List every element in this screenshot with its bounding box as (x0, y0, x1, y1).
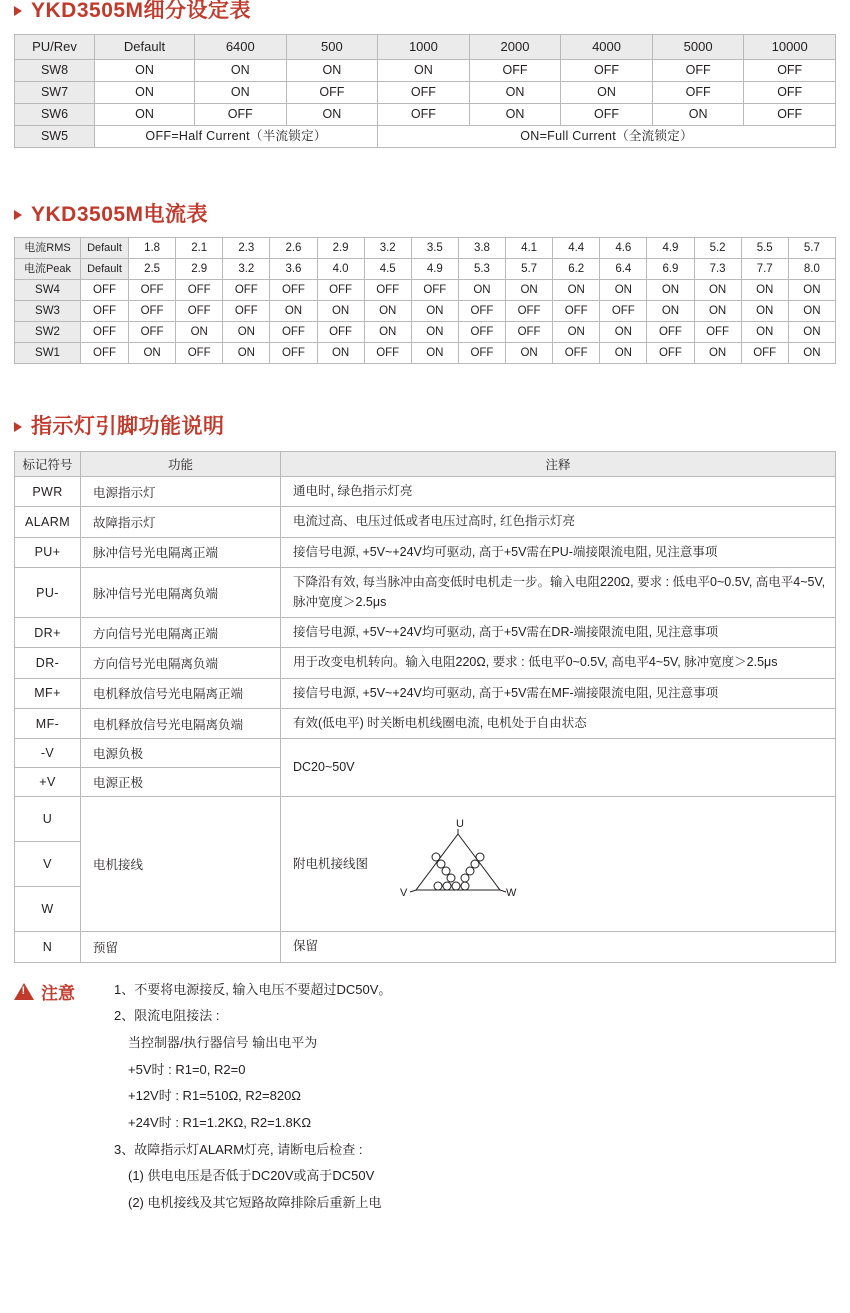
table-cell: 5.2 (694, 238, 741, 259)
table-cell: 5.5 (741, 238, 788, 259)
table-cell: ON (788, 322, 835, 343)
pin-symbol: -V (15, 739, 81, 768)
table-header-cell: 4000 (561, 35, 653, 60)
table-cell: ON (411, 322, 458, 343)
row-label: 电流Peak (15, 259, 81, 280)
table-cell: ON (364, 301, 411, 322)
table-cell: ON (195, 60, 287, 82)
table-cell: ON (553, 322, 600, 343)
table-cell: OFF (561, 60, 653, 82)
pin-function: 电机释放信号光电隔离负端 (81, 709, 281, 739)
pin-symbol: PU- (15, 568, 81, 618)
pin-note: 用于改变电机转向。输入电阻220Ω, 要求 : 低电平0~0.5V, 高电平4~5V, 脉冲宽度＞2.5μs (281, 648, 836, 678)
pin-symbol: W (15, 887, 81, 932)
table-cell: ON (600, 343, 647, 364)
pin-symbol: +V (15, 768, 81, 797)
table-cell: 5.3 (458, 259, 505, 280)
table-cell: OFF (286, 82, 378, 104)
table-cell: OFF (223, 301, 270, 322)
table-cell: OFF (600, 301, 647, 322)
table-cell: OFF (506, 301, 553, 322)
table-cell: ON (741, 322, 788, 343)
table-cell: OFF (741, 343, 788, 364)
pin-function: 故障指示灯 (81, 507, 281, 537)
pin-function: 脉冲信号光电隔离正端 (81, 537, 281, 567)
pin-note: 电流过高、电压过低或者电压过高时, 红色指示灯亮 (281, 507, 836, 537)
table-header-cell: 5000 (652, 35, 744, 60)
table-cell: 6.9 (647, 259, 694, 280)
table-cell: ON (647, 280, 694, 301)
row-label: SW7 (15, 82, 95, 104)
row-label: SW4 (15, 280, 81, 301)
table-cell: ON (561, 82, 653, 104)
table-cell: 3.2 (223, 259, 270, 280)
table-cell: ON (195, 82, 287, 104)
pin-symbol: N (15, 932, 81, 962)
table-row (15, 537, 836, 567)
table-cell: ON (223, 322, 270, 343)
table-row (15, 126, 836, 148)
table-cell: OFF (81, 280, 129, 301)
table-cell: OFF (647, 343, 694, 364)
table-row (15, 477, 836, 507)
table-cell: ON (469, 104, 561, 126)
svg-text:V: V (400, 887, 408, 900)
table-cell: ON (270, 301, 317, 322)
pin-function: 脉冲信号光电隔离负端 (81, 568, 281, 618)
pin-note: 下降沿有效, 每当脉冲由高变低时电机走一步。输入电阻220Ω, 要求 : 低电平0~0.5V, 高电平4~5V, 脉冲宽度＞2.5μs (281, 568, 836, 618)
table-header-cell: Default (95, 35, 195, 60)
notice-line: (2) 电机接线及其它短路故障排除后重新上电 (128, 1194, 382, 1210)
table-header-cell: 功能 (81, 452, 281, 477)
row-label: SW2 (15, 322, 81, 343)
table-cell: OFF (364, 343, 411, 364)
table-cell: ON (741, 301, 788, 322)
table-cell: OFF (81, 343, 129, 364)
pin-note: DC20~50V (281, 739, 836, 797)
table-cell: OFF (270, 322, 317, 343)
table-cell: ON (286, 60, 378, 82)
table-cell: 1.8 (129, 238, 176, 259)
table-row (15, 507, 836, 537)
table-cell: ON (647, 301, 694, 322)
table-cell: 4.5 (364, 259, 411, 280)
table-cell: ON (600, 280, 647, 301)
table-cell: ON (600, 322, 647, 343)
pin-function: 方向信号光电隔离正端 (81, 617, 281, 647)
table-cell: ON (286, 104, 378, 126)
table-header-row (15, 452, 836, 477)
table-cell: ON (506, 343, 553, 364)
table-row (15, 259, 836, 280)
table-row (15, 322, 836, 343)
table-row (15, 280, 836, 301)
table-cell: ON (223, 343, 270, 364)
notice-title: 注意 (41, 983, 75, 1003)
row-label: SW3 (15, 301, 81, 322)
table-row (15, 568, 836, 618)
table-cell: 2.3 (223, 238, 270, 259)
table-cell: OFF (317, 322, 364, 343)
table-cell: ON (411, 343, 458, 364)
section-title: YKD3505M电流表 (31, 203, 209, 226)
table-header-cell: 标记符号 (15, 452, 81, 477)
table-cell: OFF (458, 322, 505, 343)
table-header-cell: 1000 (378, 35, 470, 60)
table-cell: 5.7 (788, 238, 835, 259)
table-cell: OFF (469, 60, 561, 82)
table-cell: OFF (223, 280, 270, 301)
section-heading-subdivision (14, 0, 836, 21)
table-cell: OFF (694, 322, 741, 343)
table-cell: 4.9 (411, 259, 458, 280)
pin-function: 电机释放信号光电隔离正端 (81, 678, 281, 708)
subdivision-table (14, 34, 836, 148)
table-cell: 2.6 (270, 238, 317, 259)
notice-line: 当控制器/执行器信号 输出电平为 (128, 1035, 318, 1051)
table-cell: OFF (195, 104, 287, 126)
section-title: YKD3505M细分设定表 (31, 0, 252, 22)
table-cell: 4.6 (600, 238, 647, 259)
notice-line: (1) 供电电压是否低于DC20V或高于DC50V (128, 1168, 375, 1184)
table-cell: ON (469, 82, 561, 104)
table-cell: ON (95, 60, 195, 82)
table-cell: 4.1 (506, 238, 553, 259)
table-cell: OFF (652, 82, 744, 104)
full-current-note: ON=Full Current（全流锁定） (378, 126, 836, 148)
table-row (15, 60, 836, 82)
table-row (15, 648, 836, 678)
table-row (15, 35, 836, 60)
table-cell: 3.8 (458, 238, 505, 259)
table-row (15, 739, 836, 768)
table-cell: OFF (317, 280, 364, 301)
pin-note: 有效(低电平) 时关断电机线圈电流, 电机处于自由状态 (281, 709, 836, 739)
table-cell: OFF (744, 104, 836, 126)
pin-function: 电源指示灯 (81, 477, 281, 507)
pin-function: 电源负极 (81, 739, 281, 768)
table-cell: ON (788, 301, 835, 322)
table-cell: OFF (647, 322, 694, 343)
table-cell: OFF (458, 343, 505, 364)
table-cell: OFF (378, 82, 470, 104)
half-current-note: OFF=Half Current（半流锁定） (95, 126, 378, 148)
row-label: 电流RMS (15, 238, 81, 259)
table-cell: ON (378, 60, 470, 82)
table-cell: ON (694, 343, 741, 364)
pin-note: 保留 (281, 932, 836, 962)
table-cell: 4.0 (317, 259, 364, 280)
table-header-cell: PU/Rev (15, 35, 95, 60)
table-row (15, 343, 836, 364)
notice-line: +24V时 : R1=1.2KΩ, R2=1.8KΩ (128, 1114, 312, 1130)
table-cell: 3.2 (364, 238, 411, 259)
table-cell: ON (411, 301, 458, 322)
warning-triangle-icon (14, 983, 34, 1000)
pin-note: 接信号电源, +5V~+24V均可驱动, 高于+5V需在DR-端接限流电阻, 见注意事项 (281, 617, 836, 647)
table-cell: ON (95, 104, 195, 126)
notice-line: 2、限流电阻接法 : (114, 1008, 220, 1024)
notice-lines (114, 977, 391, 1217)
notice-line: +12V时 : R1=510Ω, R2=820Ω (128, 1088, 302, 1104)
table-cell: ON (694, 280, 741, 301)
table-cell: 5.7 (506, 259, 553, 280)
table-cell: 2.1 (176, 238, 223, 259)
notice-heading (14, 977, 114, 1004)
table-cell: 3.5 (411, 238, 458, 259)
table-cell: 4.4 (553, 238, 600, 259)
motor-wiring-label: 附电机接线图 (293, 856, 369, 871)
table-cell: ON (741, 280, 788, 301)
pin-note: 接信号电源, +5V~+24V均可驱动, 高于+5V需在MF-端接限流电阻, 见注意事项 (281, 678, 836, 708)
table-header-cell: 2000 (469, 35, 561, 60)
table-cell: OFF (176, 280, 223, 301)
notice-line: 1、不要将电源接反, 输入电压不要超过DC50V。 (114, 981, 392, 997)
pin-note: 接信号电源, +5V~+24V均可驱动, 高于+5V需在PU-端接限流电阻, 见注意事项 (281, 537, 836, 567)
table-header-cell: 6400 (195, 35, 287, 60)
table-cell: ON (364, 322, 411, 343)
table-cell: OFF (378, 104, 470, 126)
table-cell: 6.2 (553, 259, 600, 280)
table-cell: OFF (129, 322, 176, 343)
table-cell: ON (458, 280, 505, 301)
triangle-bullet-icon (14, 6, 22, 16)
pin-symbol: U (15, 797, 81, 842)
current-table (14, 237, 836, 364)
pin-symbol: PU+ (15, 537, 81, 567)
table-cell: ON (95, 82, 195, 104)
table-cell: OFF (129, 280, 176, 301)
notice-line: 3、故障指示灯ALARM灯亮, 请断电后检查 : (114, 1141, 363, 1157)
section-title: 指示灯引脚功能说明 (31, 415, 225, 438)
triangle-bullet-icon (14, 422, 22, 432)
table-cell: Default (81, 259, 129, 280)
notice-line: +5V时 : R1=0, R2=0 (128, 1061, 246, 1077)
table-row (15, 617, 836, 647)
pin-symbol: PWR (15, 477, 81, 507)
table-cell: ON (317, 343, 364, 364)
table-cell: ON (129, 343, 176, 364)
table-cell: OFF (506, 322, 553, 343)
pin-symbol: V (15, 842, 81, 887)
table-cell: 3.6 (270, 259, 317, 280)
row-label: SW6 (15, 104, 95, 126)
pin-symbol: ALARM (15, 507, 81, 537)
table-cell: OFF (129, 301, 176, 322)
table-cell: OFF (81, 301, 129, 322)
table-header-cell: 注释 (281, 452, 836, 477)
table-cell: Default (81, 238, 129, 259)
table-cell: 6.4 (600, 259, 647, 280)
row-label: SW1 (15, 343, 81, 364)
section-heading-current (14, 204, 836, 225)
table-cell: ON (506, 280, 553, 301)
table-cell: 7.7 (741, 259, 788, 280)
table-cell: 2.9 (317, 238, 364, 259)
table-cell: OFF (458, 301, 505, 322)
pin-function-table (14, 451, 836, 963)
svg-text:U: U (456, 818, 464, 831)
table-row (15, 797, 836, 842)
row-label: SW5 (15, 126, 95, 148)
table-cell: 8.0 (788, 259, 835, 280)
table-cell: OFF (411, 280, 458, 301)
section-heading-pin-function (14, 416, 836, 437)
table-header-cell: 500 (286, 35, 378, 60)
pin-symbol: MF- (15, 709, 81, 739)
motor-wiring-diagram-icon (398, 816, 518, 912)
table-cell: OFF (176, 343, 223, 364)
table-cell: OFF (561, 104, 653, 126)
table-cell: OFF (270, 280, 317, 301)
pin-note (281, 797, 836, 932)
pin-symbol: DR- (15, 648, 81, 678)
table-cell: OFF (744, 82, 836, 104)
table-cell: 4.9 (647, 238, 694, 259)
pin-function: 预留 (81, 932, 281, 962)
pin-symbol: DR+ (15, 617, 81, 647)
table-cell: ON (694, 301, 741, 322)
table-cell: 2.5 (129, 259, 176, 280)
row-label: SW8 (15, 60, 95, 82)
pin-symbol: MF+ (15, 678, 81, 708)
triangle-bullet-icon (14, 210, 22, 220)
table-cell: OFF (652, 60, 744, 82)
table-cell: ON (317, 301, 364, 322)
table-row (15, 932, 836, 962)
table-header-cell: 10000 (744, 35, 836, 60)
table-cell: ON (788, 343, 835, 364)
table-cell: OFF (553, 343, 600, 364)
table-cell: ON (553, 280, 600, 301)
table-cell: ON (788, 280, 835, 301)
pin-note: 通电时, 绿色指示灯亮 (281, 477, 836, 507)
table-cell: OFF (744, 60, 836, 82)
notice-block (14, 977, 836, 1217)
table-cell: 2.9 (176, 259, 223, 280)
table-row (15, 709, 836, 739)
table-row (15, 82, 836, 104)
svg-text:W: W (506, 887, 517, 900)
pin-function: 电机接线 (81, 797, 281, 932)
table-cell: ON (652, 104, 744, 126)
table-cell: OFF (270, 343, 317, 364)
table-cell: ON (176, 322, 223, 343)
table-row (15, 678, 836, 708)
table-cell: OFF (176, 301, 223, 322)
table-row (15, 238, 836, 259)
table-row (15, 104, 836, 126)
table-row (15, 301, 836, 322)
table-cell: OFF (553, 301, 600, 322)
pin-function: 电源正极 (81, 768, 281, 797)
table-cell: OFF (364, 280, 411, 301)
table-cell: 7.3 (694, 259, 741, 280)
table-cell: OFF (81, 322, 129, 343)
pin-function: 方向信号光电隔离负端 (81, 648, 281, 678)
